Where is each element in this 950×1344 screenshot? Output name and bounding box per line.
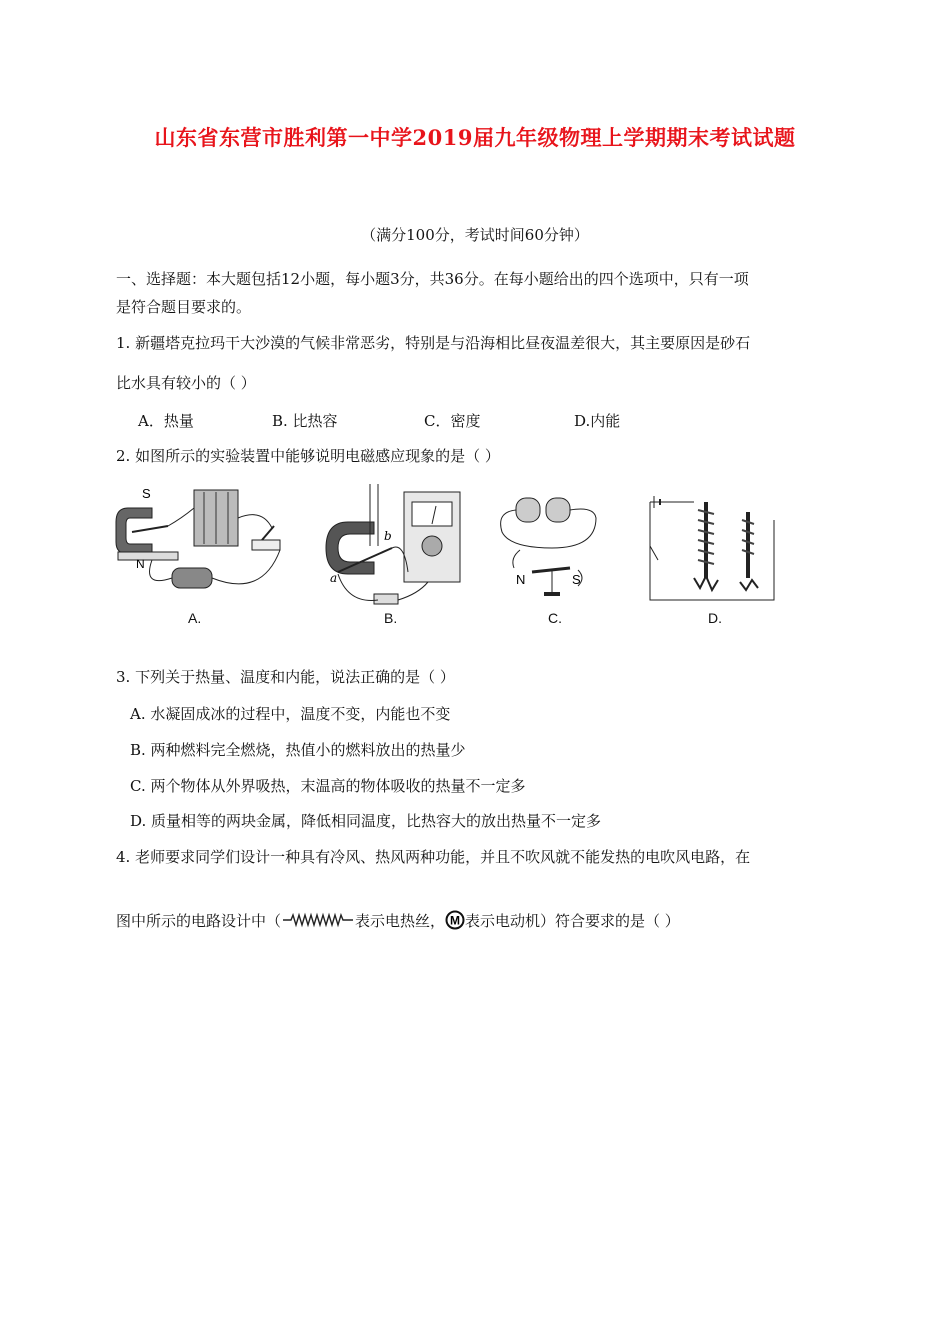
q1-option-a: A．热量 bbox=[138, 412, 194, 430]
q4-text-part1: 图中所示的电路设计中（ bbox=[116, 912, 282, 930]
fig-a-label-s: S bbox=[142, 486, 151, 501]
fig-c-label-s: S bbox=[572, 572, 581, 587]
q3-option-d: D. 质量相等的两块金属，降低相同温度，比热容大的放出热量不一定多 bbox=[130, 812, 602, 830]
question-1-line2: 比水具有较小的（ ） bbox=[116, 374, 256, 392]
q3-option-a: A. 水凝固成冰的过程中，温度不变，内能也不变 bbox=[130, 705, 451, 723]
question-1-line1: 1. 新疆塔克拉玛干大沙漠的气候非常恶劣，特别是与沿海相比昼夜温差很大，其主要原因是砂石 bbox=[116, 334, 751, 352]
figure-c-apparatus bbox=[496, 488, 606, 608]
figure-d-caption: D. bbox=[708, 610, 722, 626]
section-heading-line2: 是符合题目要求的。 bbox=[116, 298, 252, 316]
q4-text-part2: 表示电热丝， bbox=[355, 912, 446, 930]
q4-text-part3: 表示电动机）符合要求的是（ ） bbox=[465, 912, 680, 930]
figure-b-apparatus bbox=[318, 482, 478, 612]
fig-a-label-n: N bbox=[136, 557, 145, 571]
q1-option-b: B. 比热容 bbox=[272, 412, 338, 430]
figure-a-caption: A. bbox=[188, 610, 202, 626]
question-3: 3. 下列关于热量、温度和内能，说法正确的是（ ） bbox=[116, 668, 455, 686]
q2-figures bbox=[112, 478, 782, 628]
fig-c-label-n: N bbox=[516, 572, 526, 587]
figure-b-caption: B. bbox=[384, 610, 398, 626]
section-heading-line1: 一、选择题：本大题包括12小题，每小题3分，共36分。在每小题给出的四个选项中，只有一项 bbox=[116, 270, 749, 288]
figure-a-apparatus bbox=[112, 478, 292, 608]
q1-option-c: C．密度 bbox=[424, 412, 481, 430]
figure-d-apparatus bbox=[644, 496, 780, 606]
figure-c-caption: C. bbox=[548, 610, 562, 626]
question-2: 2. 如图所示的实验装置中能够说明电磁感应现象的是（ ） bbox=[116, 447, 500, 465]
q1-option-d: D.内能 bbox=[574, 412, 621, 430]
motor-icon bbox=[445, 910, 465, 934]
fig-b-label-b: b bbox=[384, 529, 392, 543]
page-title: 山东省东营市胜利第一中学2019届九年级物理上学期期末考试试题 bbox=[154, 125, 796, 150]
exam-info: （满分100分，考试时间60分钟） bbox=[361, 226, 589, 244]
fig-b-label-a: a bbox=[330, 571, 338, 585]
heating-wire-icon bbox=[281, 912, 355, 932]
motor-letter: M bbox=[450, 913, 461, 928]
q3-option-c: C. 两个物体从外界吸热，末温高的物体吸收的热量不一定多 bbox=[130, 777, 526, 795]
q3-option-b: B. 两种燃料完全燃烧，热值小的燃料放出的热量少 bbox=[130, 741, 466, 759]
question-4-line1: 4. 老师要求同学们设计一种具有冷风、热风两种功能，并且不吹风就不能发热的电吹风电路，在 bbox=[116, 848, 751, 866]
question-4-line2 bbox=[116, 910, 680, 934]
